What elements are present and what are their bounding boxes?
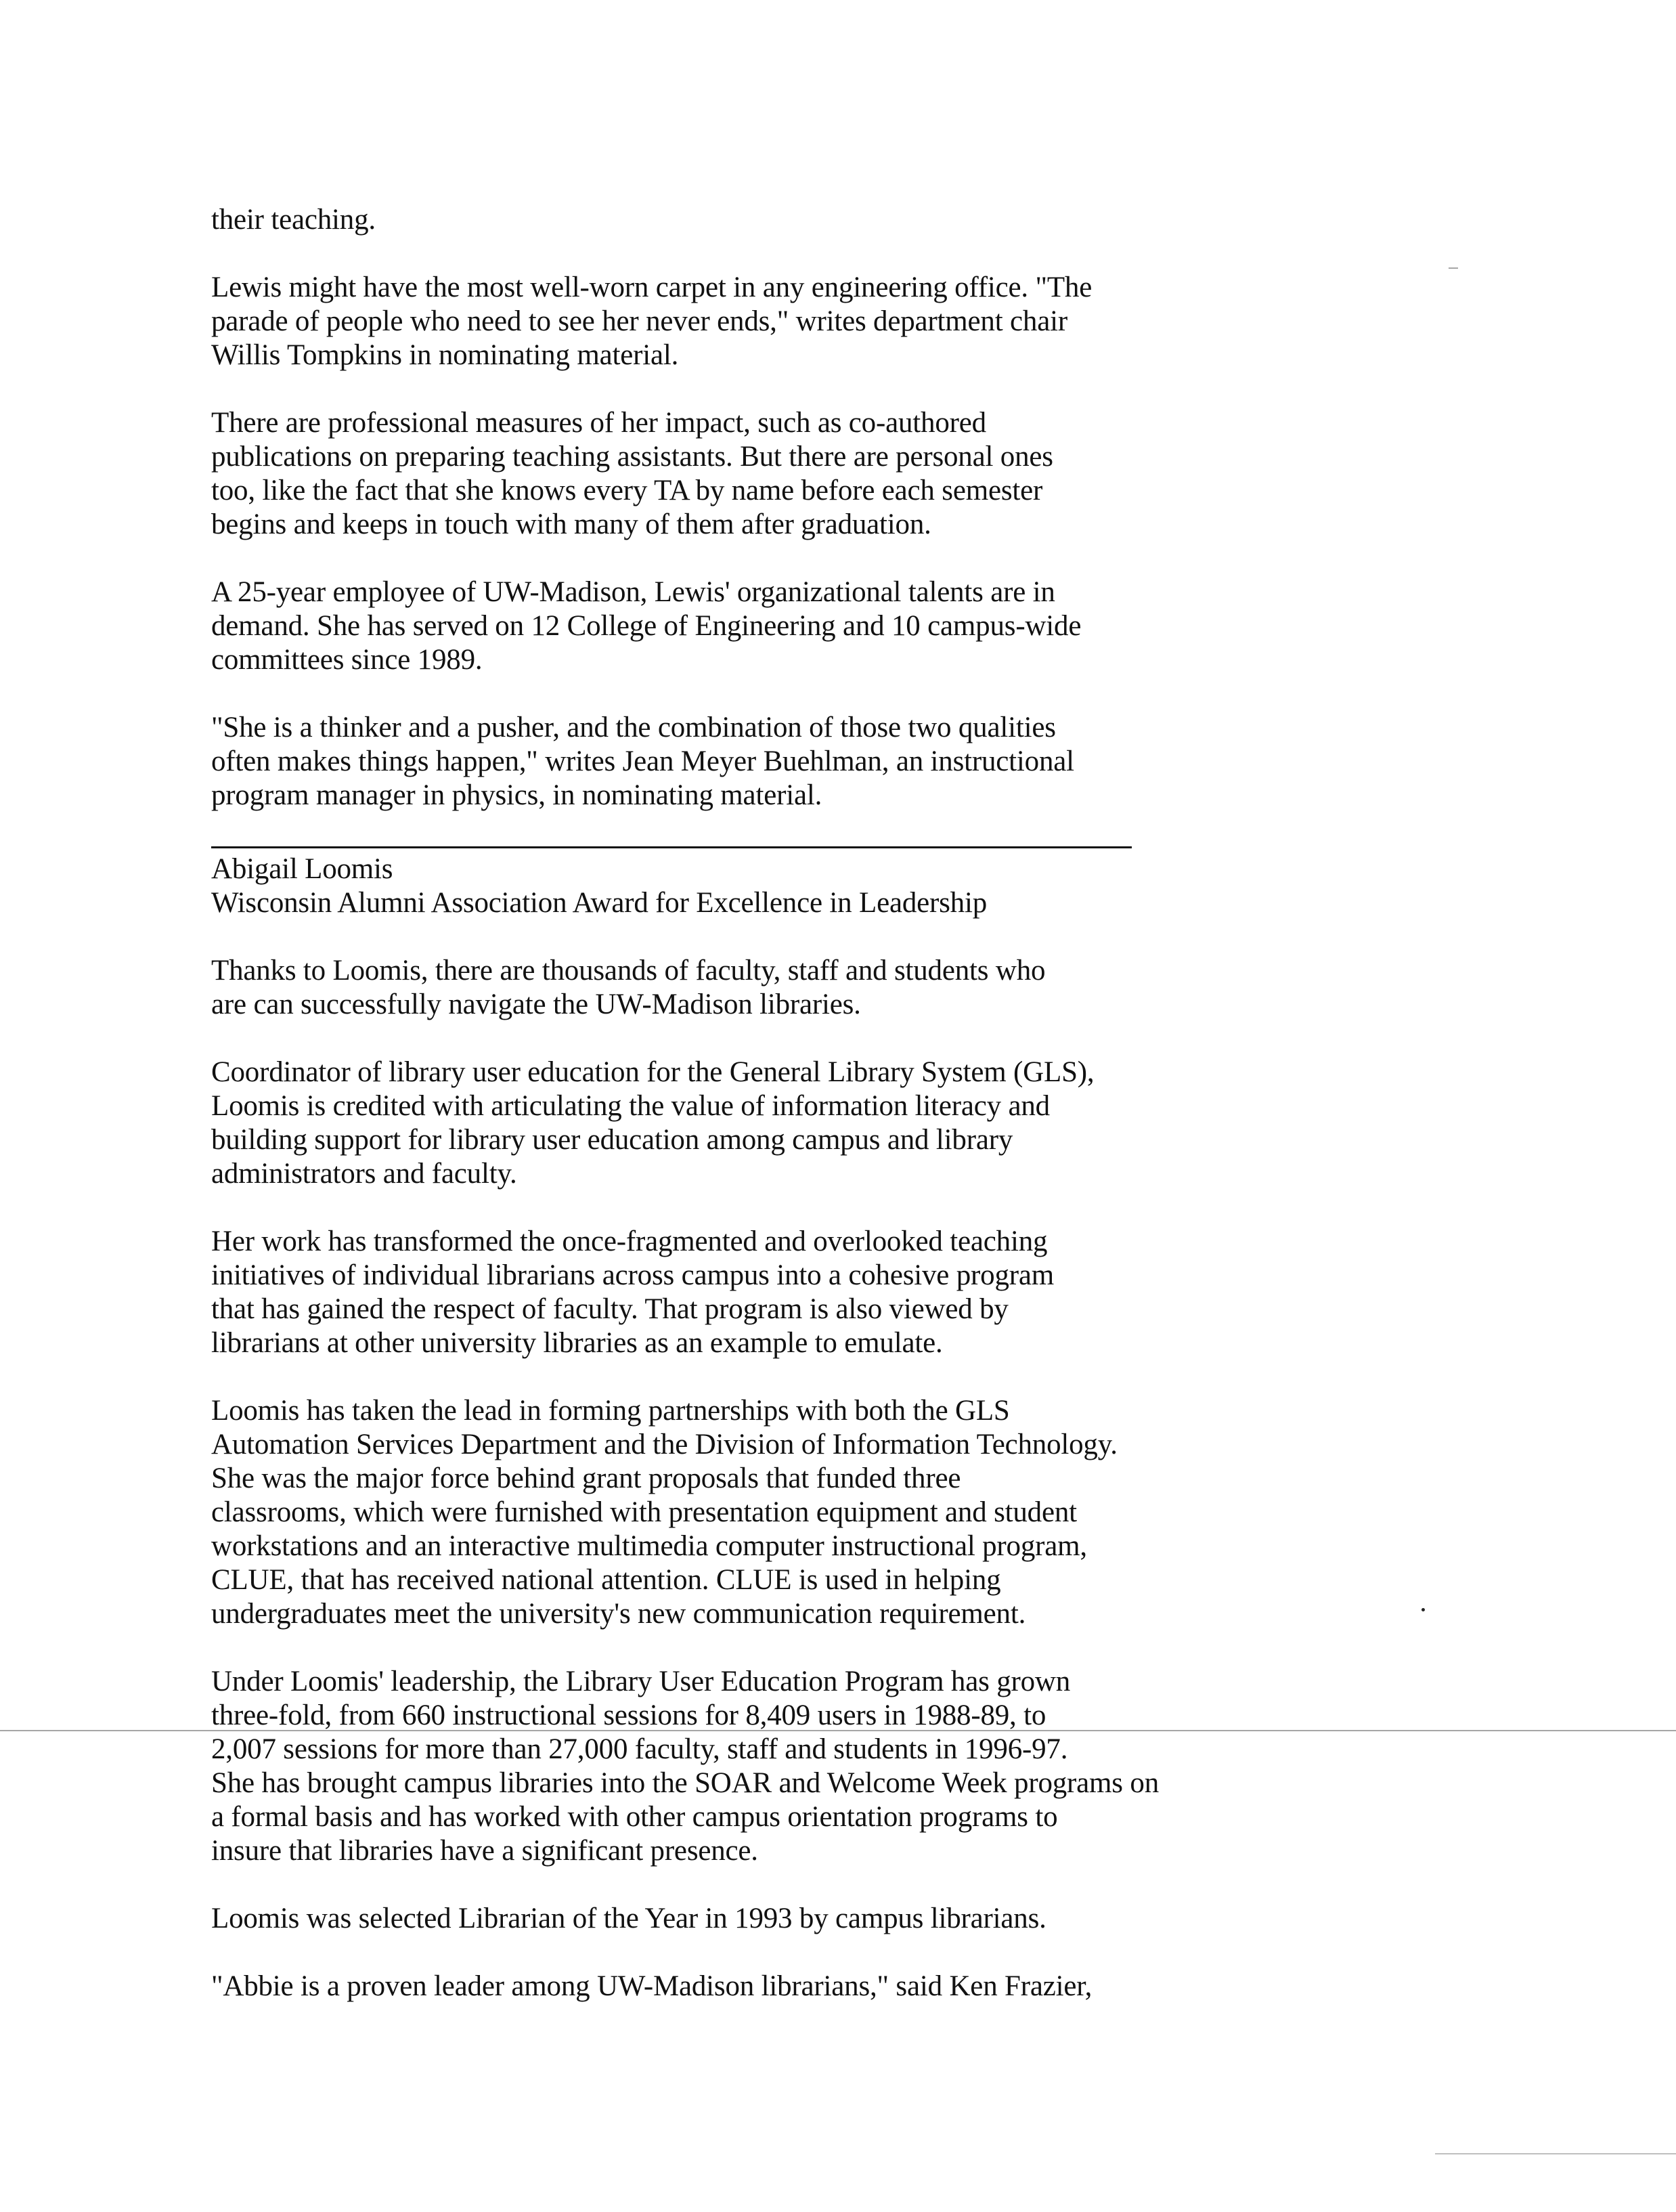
award-heading [211,852,1430,920]
paragraph: "Abbie is a proven leader among UW-Madison librarians," said Ken Frazier, [211,1970,1093,2002]
awardee-name: Abigail Loomis [211,853,393,885]
section-divider [211,846,1132,848]
scan-edge-artifact [1435,2153,1676,2154]
paragraph: Under Loomis' leadership, the Library User Education Program has grown three-fold, from 660 instructional sessions for 8,409 users in 1988-89, to 2,007 sessions for more than 27,000 faculty, staff and students in 1996-97. She has brought campus libraries into the SOAR and Welcome Week programs on a formal basis and has worked with other campus orientation programs to insure that libraries have a significant presence. [211,1666,1159,1867]
paragraph: Lewis might have the most well-worn carpet in any engineering office. "The parade of people who need to see her never ends," writes department chair Willis Tompkins in nominating material. [211,272,1093,371]
paragraph: Loomis has taken the lead in forming partnerships with both the GLS Automation Services Department and the Division of Information Technology. She was the major force behind grant proposals that funded three classrooms, which were furnished with presentation equipment and student workstations and an interactive multimedia computer instructional program, CLUE, that has received national attention. CLUE is used in helping undergraduates meet the university's new communication requirement. [211,1395,1118,1630]
paragraph: Coordinator of library user education for the General Library System (GLS), Loomis is credited with articulating the value of information literacy and building support for library user education among campus and library administrators and faculty. [211,1056,1095,1190]
paragraph: "She is a thinker and a pusher, and the combination of those two qualities often makes things happen," writes Jean Meyer Buehlman, an instructional program manager in physics, in nominating material. [211,712,1074,811]
document-body [211,203,1430,2003]
paragraph: Loomis was selected Librarian of the Year in 1993 by campus librarians. [211,1903,1046,1934]
paragraph: There are professional measures of her impact, such as co-authored publications on preparing teaching assistants. But there are personal ones too, like the fact that she knows every TA by name before each semester begins and keeps in touch with many of them after graduation. [211,407,1053,540]
scan-mark [1449,267,1458,269]
paragraph: Thanks to Loomis, there are thousands of faculty, staff and students who are can successfully navigate the UW-Madison libraries. [211,955,1046,1020]
paragraph: their teaching. [211,204,376,236]
paragraph: A 25-year employee of UW-Madison, Lewis' organizational talents are in demand. She has served on 12 College of Engineering and 10 campus-wide committees since 1989. [211,576,1082,676]
paragraph: Her work has transformed the once-fragmented and overlooked teaching initiatives of individual librarians across campus into a cohesive program that has gained the respect of faculty. That program is also viewed by librarians at other university libraries as an example to emulate. [211,1226,1055,1359]
award-title: Wisconsin Alumni Association Award for Excellence in Leadership [211,887,988,919]
